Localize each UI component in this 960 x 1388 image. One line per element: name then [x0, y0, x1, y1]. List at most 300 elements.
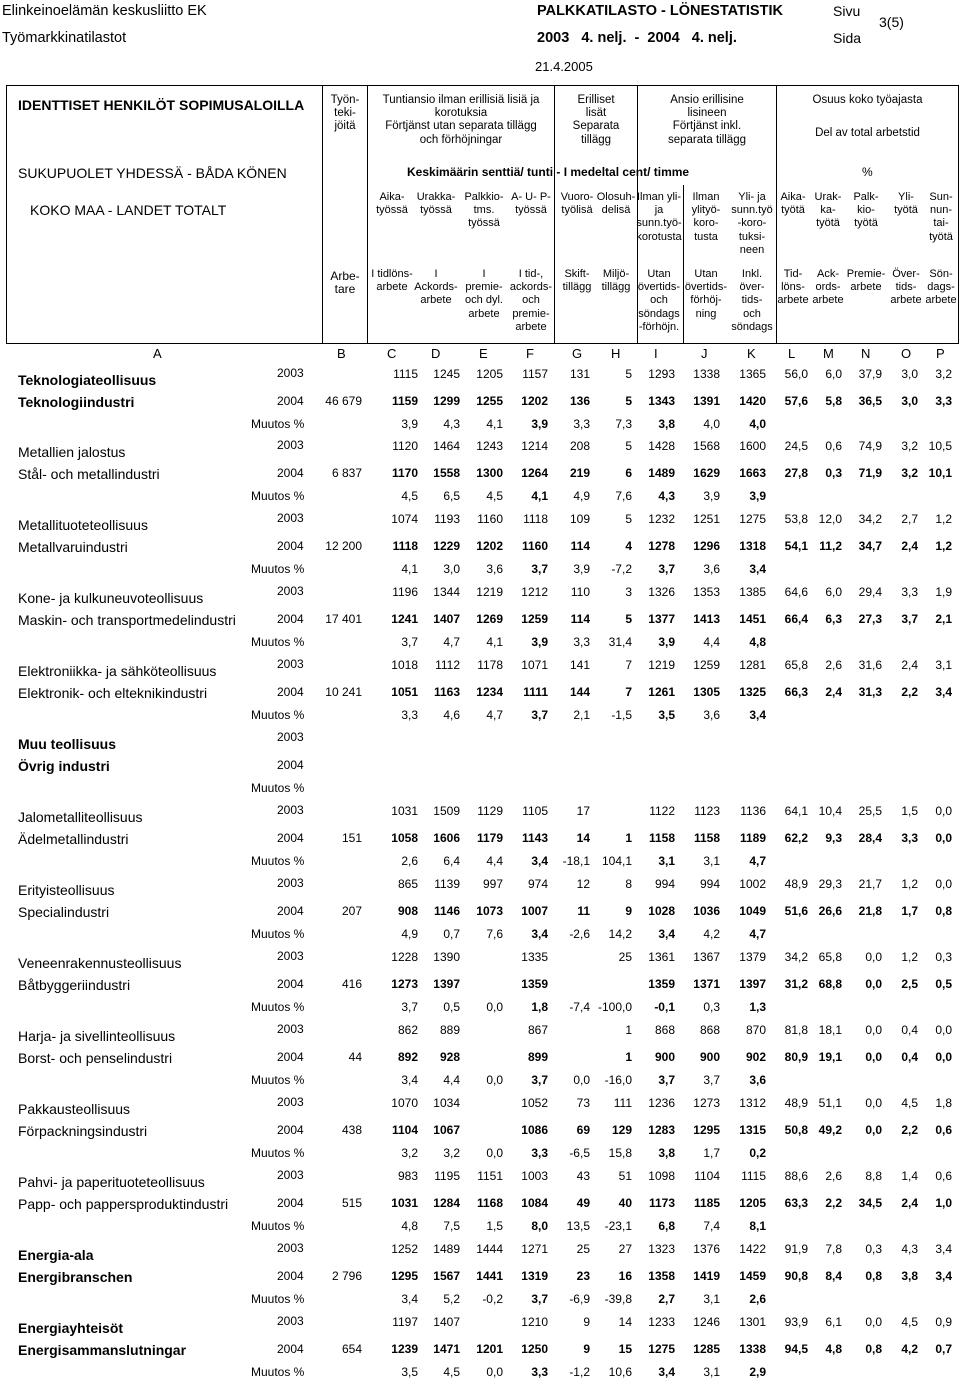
cell-p-r2003: 1,9	[935, 585, 952, 599]
cell-d-r2003: 1489	[433, 1242, 460, 1256]
cell-l-r2003: 64,1	[784, 804, 808, 818]
cell-f-r2004: 1202	[521, 394, 548, 408]
cell-e-pct: 4,1	[486, 635, 503, 649]
change-percent-label: Muutos %	[251, 562, 305, 576]
cell-f-r2003: 1157	[522, 367, 548, 381]
cell-e-pct: 0,0	[486, 1146, 503, 1160]
cell-c-r2003: 1031	[391, 804, 418, 818]
column-letter: C	[387, 346, 397, 361]
cell-i-r2004: 1173	[648, 1196, 675, 1210]
cell-d-pct: 4,3	[443, 417, 460, 431]
cell-d-pct: 4,4	[443, 1073, 460, 1087]
workers-count: 12 200	[325, 539, 362, 553]
year-2004-label: 2004	[277, 1050, 304, 1064]
cell-e-r2004: 1269	[476, 612, 503, 626]
cell-d-r2004: 928	[439, 1050, 460, 1064]
industry-name-sv: Specialindustri	[18, 904, 110, 920]
industry-name-sv: Elektronik- och elteknikindustri	[18, 685, 208, 701]
cell-f-pct: 3,7	[531, 708, 548, 722]
cell-g-pct: 4,9	[573, 489, 590, 503]
col-h-header-sv: Miljö- tillägg	[601, 268, 631, 294]
year-2003-label: 2003	[277, 511, 304, 525]
cell-n-r2003: 29,4	[858, 585, 882, 599]
cell-f-r2003: 867	[527, 1023, 548, 1037]
cell-d-pct: 7,5	[443, 1219, 460, 1233]
year-2004-label: 2004	[277, 539, 304, 553]
cell-k-r2003: 1301	[739, 1315, 766, 1329]
cell-p-r2003: 1,2	[935, 512, 952, 526]
cell-f-pct: 3,4	[531, 854, 548, 868]
cell-p-r2003: 0,3	[935, 950, 952, 964]
cell-i-r2004: 1358	[648, 1269, 675, 1283]
cell-e-pct: 1,5	[486, 1219, 503, 1233]
cell-j-r2003: 994	[699, 877, 720, 891]
cell-m-r2004: 19,1	[818, 1050, 842, 1064]
cell-c-pct: 4,8	[401, 1219, 418, 1233]
col-p-header-fi: Sun- nun- tai- työtä	[929, 191, 953, 243]
cell-i-pct: -0,1	[654, 1000, 675, 1014]
avg-unit-label: Keskimäärin senttiä/ tunti - I medeltal cent/ timme	[407, 165, 690, 179]
cell-n-r2004: 34,7	[858, 539, 882, 553]
year-2003-label: 2003	[277, 366, 304, 380]
cell-o-r2004: 3,7	[901, 612, 918, 626]
cell-m-r2003: 10,4	[818, 804, 842, 818]
cell-k-r2004: 1451	[739, 612, 766, 626]
cell-i-r2004: 1359	[648, 977, 675, 991]
cell-g-pct: 2,1	[573, 708, 590, 722]
change-percent-label: Muutos %	[251, 927, 305, 941]
cell-h-r2003: 111	[613, 1096, 632, 1110]
cell-j-r2004: 1419	[693, 1269, 720, 1283]
cell-h-r2004: 5	[625, 612, 632, 626]
cell-j-r2004: 1371	[693, 977, 720, 991]
cell-m-r2004: 26,6	[818, 904, 842, 918]
cell-m-r2004: 49,2	[818, 1123, 842, 1137]
cell-n-r2004: 31,3	[858, 685, 882, 699]
header-genders: SUKUPUOLET YHDESSÄ - BÅDA KÖNEN	[18, 165, 287, 181]
col-l-header-sv: Tid- löns- arbete	[777, 268, 809, 307]
cell-i-pct: 6,8	[658, 1219, 675, 1233]
cell-g-r2003: 9	[583, 1315, 590, 1329]
cell-h-pct: 7,3	[615, 417, 632, 431]
year-2003-label: 2003	[277, 1168, 304, 1182]
cell-o-r2003: 1,5	[901, 804, 918, 818]
cell-h-r2004: 6	[625, 466, 632, 480]
column-letter: P	[936, 346, 945, 361]
cell-e-r2003: 1243	[476, 439, 503, 453]
cell-j-pct: 1,7	[703, 1146, 720, 1160]
cell-j-r2003: 1273	[693, 1096, 720, 1110]
cell-i-r2004: 1283	[648, 1123, 675, 1137]
cell-d-r2003: 1344	[433, 585, 460, 599]
cell-c-r2004: 1239	[391, 1342, 418, 1356]
cell-j-r2004: 1391	[693, 394, 720, 408]
col-g-header-sv: Skift- tillägg	[562, 268, 592, 294]
year-2004-label: 2004	[277, 1123, 304, 1137]
cell-d-r2003: 1193	[434, 512, 460, 526]
industry-name-sv: Maskin- och transportmedelindustri	[18, 612, 236, 628]
cell-h-pct: 7,6	[615, 489, 632, 503]
cell-c-pct: 3,4	[401, 1073, 418, 1087]
industry-name-fi: Pahvi- ja paperituoteteollisuus	[18, 1174, 205, 1190]
cell-o-r2004: 2,4	[901, 1196, 918, 1210]
cell-k-r2004: 902	[745, 1050, 766, 1064]
cell-h-r2004: 7	[625, 685, 632, 699]
cell-h-pct: 104,1	[601, 854, 632, 868]
change-percent-label: Muutos %	[251, 417, 305, 431]
cell-i-r2003: 1232	[648, 512, 675, 526]
cell-n-r2004: 0,0	[865, 977, 882, 991]
header-identical-persons: IDENTTISET HENKILÖT SOPIMUSALOILLA	[18, 97, 305, 113]
cell-d-r2003: 1112	[435, 658, 460, 672]
cell-d-pct: 3,2	[443, 1146, 460, 1160]
cell-g-r2003: 109	[569, 512, 590, 526]
cell-o-r2004: 3,0	[901, 394, 918, 408]
cell-m-r2003: 18,1	[818, 1023, 842, 1037]
cell-k-r2004: 1325	[739, 685, 766, 699]
cell-f-r2003: 1052	[521, 1096, 548, 1110]
cell-i-r2004: 1278	[648, 539, 675, 553]
workers-count: 151	[341, 831, 362, 845]
change-percent-label: Muutos %	[251, 1146, 305, 1160]
cell-l-r2004: 66,3	[784, 685, 808, 699]
industry-name-fi: Metallituoteteollisuus	[18, 517, 148, 533]
col-g-header-fi: Vuoro- työlisä	[560, 191, 594, 217]
report-title: PALKKATILASTO - LÖNESTATISTIK	[537, 3, 783, 19]
workers-count: 10 241	[325, 685, 362, 699]
col-o-header-sv: Över- tids- arbete	[890, 268, 922, 307]
year-2004-label: 2004	[277, 977, 304, 991]
cell-k-pct: 4,7	[749, 854, 766, 868]
cell-e-r2004: 1201	[476, 1342, 503, 1356]
year-2003-label: 2003	[277, 876, 304, 890]
cell-f-r2003: 1212	[521, 585, 548, 599]
industry-name-fi: Erityisteollisuus	[18, 882, 115, 898]
cell-h-r2003: 14	[618, 1315, 632, 1329]
cell-o-r2004: 2,4	[901, 539, 918, 553]
cell-f-pct: 3,3	[531, 1146, 548, 1160]
cell-p-r2003: 0,0	[935, 877, 952, 891]
cell-d-r2003: 1139	[434, 877, 460, 891]
year-2004-label: 2004	[277, 394, 304, 408]
change-percent-label: Muutos %	[251, 1365, 305, 1379]
col-c-header-sv: I tidlöns- arbete	[371, 268, 413, 294]
cell-c-r2004: 1104	[391, 1123, 418, 1137]
col-h-header-fi: Olosuh- delisä	[596, 191, 636, 217]
cell-f-r2003: 1214	[521, 439, 548, 453]
cell-n-r2003: 25,5	[858, 804, 882, 818]
org-subtitle: Työmarkkinatilastot	[2, 30, 127, 46]
cell-m-r2003: 2,6	[825, 658, 842, 672]
cell-p-r2004: 0,0	[935, 831, 952, 845]
cell-c-pct: 3,7	[401, 1000, 418, 1014]
industry-name-fi: Veneenrakennusteollisuus	[18, 955, 182, 971]
cell-g-r2004: 11	[577, 904, 590, 918]
cell-d-pct: 0,7	[443, 927, 460, 941]
cell-k-r2003: 1600	[739, 439, 766, 453]
cell-f-pct: 3,7	[531, 1292, 548, 1306]
cell-c-r2003: 1197	[392, 1315, 418, 1329]
cell-e-r2003: 1160	[477, 512, 503, 526]
cell-n-r2004: 28,4	[858, 831, 882, 845]
cell-g-pct: -18,1	[562, 854, 590, 868]
cell-h-pct: -23,1	[604, 1219, 632, 1233]
cell-n-r2004: 21,8	[858, 904, 882, 918]
column-letter: I	[654, 346, 658, 361]
cell-k-r2004: 1205	[739, 1196, 766, 1210]
cell-m-r2003: 7,8	[825, 1242, 842, 1256]
cell-o-r2004: 3,2	[901, 466, 918, 480]
header-whole-country: KOKO MAA - LANDET TOTALT	[30, 202, 227, 218]
cell-l-r2003: 81,8	[784, 1023, 808, 1037]
cell-o-r2004: 3,3	[901, 831, 918, 845]
col-group-share-sv: Del av total arbetstid	[815, 127, 920, 139]
cell-d-r2004: 1606	[433, 831, 460, 845]
year-2003-label: 2003	[277, 584, 304, 598]
cell-k-pct: 2,6	[749, 1292, 766, 1306]
cell-j-r2003: 1338	[693, 367, 720, 381]
col-group-separate: Erilliset lisät Separata tillägg	[572, 94, 620, 146]
cell-h-r2004: 4	[625, 539, 632, 553]
col-k-header-fi: Yli- ja sunn.työ -koro- tuksi- neen	[731, 191, 773, 256]
cell-n-r2003: 8,8	[865, 1169, 882, 1183]
cell-g-r2004: 136	[569, 394, 590, 408]
year-2003-label: 2003	[277, 1314, 304, 1328]
cell-n-r2003: 0,0	[865, 1023, 882, 1037]
cell-n-r2004: 0,0	[865, 1050, 882, 1064]
cell-h-pct: 31,4	[608, 635, 632, 649]
cell-k-r2004: 1459	[739, 1269, 766, 1283]
year-2003-label: 2003	[277, 657, 304, 671]
cell-g-pct: -7,4	[569, 1000, 590, 1014]
cell-m-r2004: 6,3	[825, 612, 842, 626]
column-letter: B	[337, 346, 346, 361]
cell-e-r2004: 1179	[476, 831, 503, 845]
cell-j-r2004: 1413	[693, 612, 720, 626]
cell-f-r2004: 1359	[521, 977, 548, 991]
cell-f-r2004: 1086	[521, 1123, 548, 1137]
cell-j-pct: 3,1	[703, 854, 720, 868]
cell-i-r2003: 1293	[648, 367, 675, 381]
cell-i-r2003: 868	[654, 1023, 675, 1037]
cell-k-r2004: 1338	[739, 1342, 766, 1356]
col-l-header-fi: Aika- työtä	[780, 191, 806, 217]
cell-d-pct: 6,5	[443, 489, 460, 503]
cell-p-r2003: 0,9	[935, 1315, 952, 1329]
cell-g-r2004: 9	[583, 1342, 590, 1356]
col-f-header-fi: A- U- P- työssä	[511, 191, 551, 217]
cell-d-r2004: 1558	[433, 466, 460, 480]
cell-n-r2003: 0,3	[865, 1242, 882, 1256]
cell-l-r2004: 63,3	[784, 1196, 808, 1210]
column-letter: J	[701, 346, 708, 361]
cell-c-pct: 3,3	[401, 708, 418, 722]
cell-o-r2004: 2,5	[901, 977, 918, 991]
cell-j-pct: 3,9	[703, 489, 720, 503]
cell-k-r2004: 1049	[739, 904, 766, 918]
year-2004-label: 2004	[277, 612, 304, 626]
year-2003-label: 2003	[277, 438, 304, 452]
industry-name-fi: Teknologiateollisuus	[18, 372, 157, 388]
year-2003-label: 2003	[277, 730, 304, 744]
cell-j-r2004: 1185	[693, 1196, 720, 1210]
cell-o-r2003: 1,2	[901, 877, 918, 891]
cell-p-r2003: 3,4	[935, 1242, 952, 1256]
cell-k-r2004: 1318	[739, 539, 766, 553]
cell-g-r2004: 49	[576, 1196, 590, 1210]
cell-l-r2004: 80,9	[784, 1050, 808, 1064]
cell-o-r2003: 3,3	[901, 585, 918, 599]
cell-o-r2003: 4,5	[901, 1315, 918, 1329]
cell-e-pct: 7,6	[486, 927, 503, 941]
cell-i-r2003: 1233	[648, 1315, 675, 1329]
cell-n-r2004: 0,0	[865, 1123, 882, 1137]
cell-d-r2004: 1407	[433, 612, 460, 626]
cell-e-r2003: 1219	[476, 585, 503, 599]
cell-j-r2003: 868	[699, 1023, 720, 1037]
cell-o-r2003: 4,5	[901, 1096, 918, 1110]
cell-g-pct: 13,5	[566, 1219, 590, 1233]
cell-i-pct: 3,9	[658, 635, 675, 649]
cell-n-r2003: 31,6	[858, 658, 882, 672]
year-2004-label: 2004	[277, 466, 304, 480]
year-2003-label: 2003	[277, 1095, 304, 1109]
cell-g-r2003: 43	[576, 1169, 590, 1183]
cell-k-r2003: 1115	[741, 1169, 766, 1183]
cell-h-r2004: 1	[625, 1050, 632, 1064]
cell-i-pct: 3,4	[658, 927, 675, 941]
cell-c-r2004: 1051	[391, 685, 418, 699]
column-letter: A	[153, 346, 162, 361]
cell-c-r2003: 1115	[393, 367, 418, 381]
cell-f-r2003: 1105	[522, 804, 548, 818]
cell-j-r2004: 1158	[693, 831, 720, 845]
cell-i-r2003: 1323	[648, 1242, 675, 1256]
cell-h-r2004: 16	[618, 1269, 632, 1283]
cell-l-r2003: 64,6	[784, 585, 808, 599]
cell-g-r2003: 73	[576, 1096, 590, 1110]
cell-k-r2003: 1002	[739, 877, 766, 891]
cell-f-pct: 1,8	[531, 1000, 548, 1014]
cell-d-pct: 4,7	[443, 635, 460, 649]
cell-l-r2004: 94,5	[784, 1342, 808, 1356]
cell-g-pct: 3,9	[573, 562, 590, 576]
cell-e-r2004: 1202	[476, 539, 503, 553]
cell-p-r2004: 10,1	[928, 466, 952, 480]
pct-unit-label: %	[862, 165, 873, 179]
cell-k-pct: 3,4	[749, 562, 766, 576]
cell-d-r2003: 1464	[433, 439, 460, 453]
cell-h-r2003: 3	[625, 585, 632, 599]
cell-p-r2004: 2,1	[935, 612, 952, 626]
industry-name-sv: Stål- och metallindustri	[18, 466, 160, 482]
cell-c-r2003: 862	[397, 1023, 418, 1037]
cell-o-r2003: 4,3	[901, 1242, 918, 1256]
industry-name-fi: Jalometalliteollisuus	[18, 809, 143, 825]
cell-i-r2004: 900	[654, 1050, 675, 1064]
cell-i-r2004: 1377	[648, 612, 675, 626]
cell-i-pct: 3,1	[658, 854, 675, 868]
cell-g-pct: -1,2	[569, 1365, 590, 1379]
cell-o-r2003: 3,0	[901, 367, 918, 381]
cell-c-r2004: 1118	[392, 539, 418, 553]
year-2003-label: 2003	[277, 949, 304, 963]
cell-i-r2003: 1361	[648, 950, 675, 964]
industry-name-fi: Elektroniikka- ja sähköteollisuus	[18, 663, 217, 679]
cell-f-r2003: 1271	[521, 1242, 548, 1256]
cell-i-r2003: 1219	[648, 658, 675, 672]
cell-i-r2003: 1122	[649, 804, 675, 818]
cell-m-r2004: 68,8	[818, 977, 842, 991]
cell-g-pct: 3,3	[573, 635, 590, 649]
cell-k-r2003: 1136	[740, 804, 766, 818]
col-group-earnings: Tuntiansio ilman erillisiä lisiä ja korotuksia Förtjänst utan separata tillägg och förhöjningar	[382, 94, 540, 146]
cell-h-r2004: 1	[625, 831, 632, 845]
cell-j-r2003: 1251	[693, 512, 720, 526]
column-letter: K	[747, 346, 756, 361]
cell-h-r2003: 5	[625, 439, 632, 453]
cell-h-r2004: 129	[611, 1123, 632, 1137]
cell-i-r2003: 1098	[648, 1169, 675, 1183]
cell-h-pct: -7,2	[611, 562, 632, 576]
cell-e-r2004: 1255	[476, 394, 503, 408]
cell-m-r2003: 2,6	[825, 1169, 842, 1183]
cell-o-r2004: 2,2	[901, 685, 918, 699]
cell-p-r2003: 10,5	[928, 439, 952, 453]
cell-f-r2004: 1250	[521, 1342, 548, 1356]
cell-g-r2004: 219	[569, 466, 590, 480]
cell-k-pct: 8,1	[749, 1219, 766, 1233]
col-i-header-fi: Ilman yli- ja sunn.työ- korotusta	[636, 191, 682, 243]
change-percent-label: Muutos %	[251, 489, 305, 503]
year-2003-label: 2003	[277, 1241, 304, 1255]
col-group-share-fi: Osuus koko työajasta	[812, 94, 923, 106]
cell-n-r2003: 0,0	[865, 1315, 882, 1329]
cell-i-r2003: 994	[654, 877, 675, 891]
cell-j-r2004: 1296	[693, 539, 720, 553]
cell-f-pct: 8,0	[531, 1219, 548, 1233]
cell-c-r2004: 908	[397, 904, 418, 918]
cell-l-r2004: 62,2	[784, 831, 808, 845]
cell-m-r2004: 2,4	[825, 685, 842, 699]
industry-name-sv: Förpackningsindustri	[18, 1123, 148, 1139]
cell-k-r2004: 1315	[739, 1123, 766, 1137]
cell-l-r2004: 31,2	[784, 977, 808, 991]
cell-c-r2003: 1228	[391, 950, 418, 964]
cell-f-pct: 4,1	[531, 489, 548, 503]
cell-e-r2004: 1168	[476, 1196, 503, 1210]
column-letter: F	[526, 346, 534, 361]
cell-g-r2003: 131	[569, 367, 590, 381]
cell-g-r2003: 17	[576, 804, 590, 818]
industry-name-sv: Ädelmetallindustri	[18, 831, 129, 847]
cell-c-r2003: 1070	[391, 1096, 418, 1110]
cell-d-r2004: 1284	[433, 1196, 460, 1210]
cell-h-r2003: 27	[618, 1242, 632, 1256]
col-c-header-fi: Aika- työssä	[376, 191, 408, 217]
cell-c-r2004: 1273	[391, 977, 418, 991]
col-i-header-sv: Utan övertids- och söndags -förhöjn.	[637, 268, 681, 333]
cell-f-r2004: 1143	[521, 831, 548, 845]
cell-o-r2004: 2,2	[901, 1123, 918, 1137]
cell-f-r2003: 1335	[521, 950, 548, 964]
workers-count: 207	[341, 904, 362, 918]
cell-f-r2004: 1084	[521, 1196, 548, 1210]
column-letter: N	[861, 346, 871, 361]
cell-h-r2004: 5	[625, 394, 632, 408]
change-percent-label: Muutos %	[251, 854, 305, 868]
workers-count: 438	[341, 1123, 362, 1137]
